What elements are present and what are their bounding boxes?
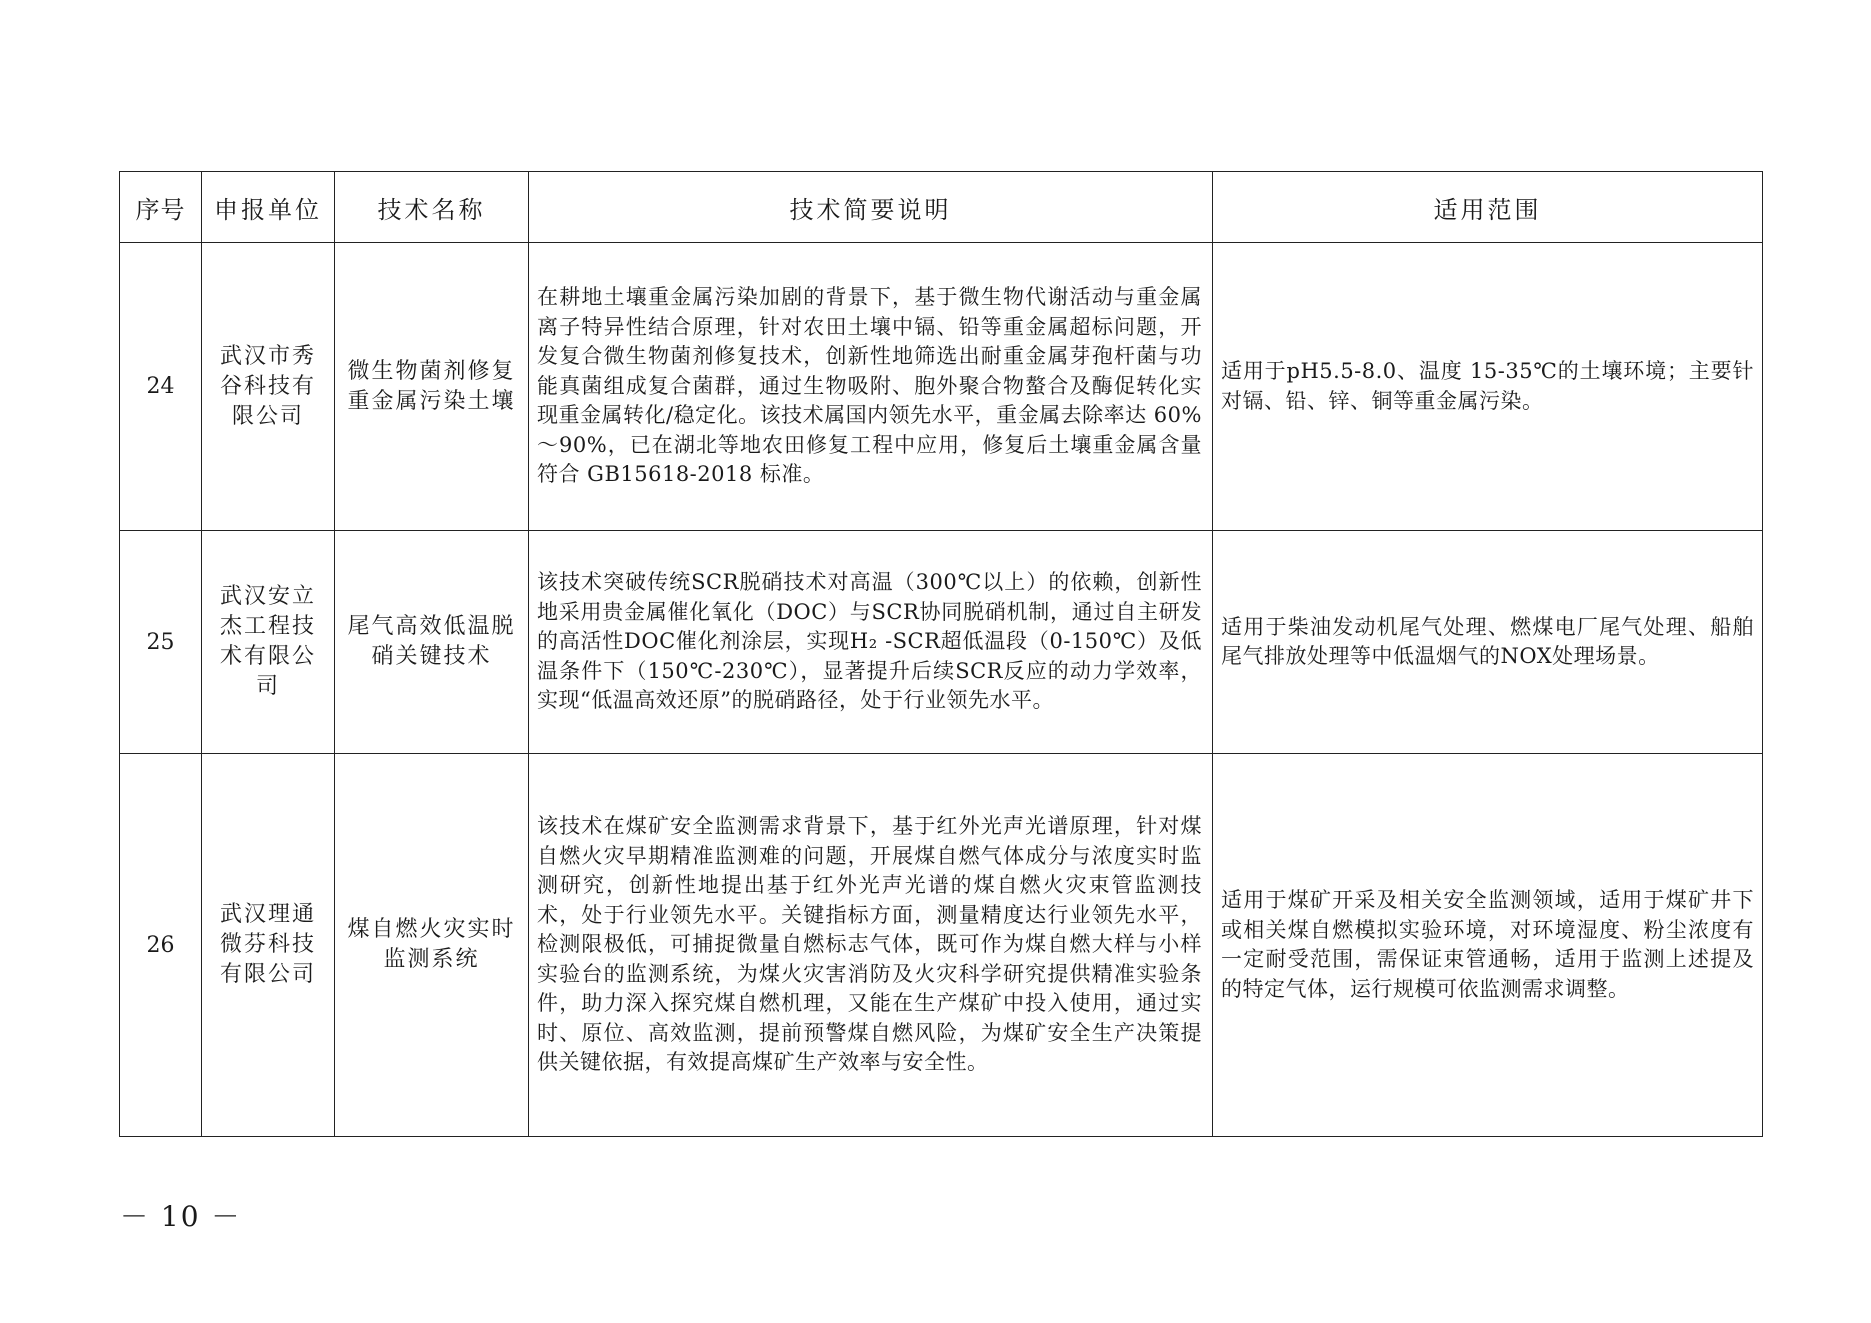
row-index: 25 <box>120 531 202 754</box>
row-index: 24 <box>120 243 202 531</box>
table-header-row <box>120 172 1763 243</box>
row-tech-name: 尾气高效低温脱硝关键技术 <box>335 531 529 754</box>
table-row <box>120 754 1763 1137</box>
header-description: 技术简要说明 <box>529 172 1213 243</box>
row-tech-name: 微生物菌剂修复重金属污染土壤 <box>335 243 529 531</box>
row-unit: 武汉理通微芬科技有限公司 <box>202 754 335 1137</box>
row-description: 在耕地土壤重金属污染加剧的背景下，基于微生物代谢活动与重金属离子特异性结合原理，针对农田土壤中镉、铅等重金属超标问题，开发复合微生物菌剂修复技术，创新性地筛选出耐重金属芽孢杆菌与功能真菌组成复合菌群，通过生物吸附、胞外聚合物螯合及酶促转化实现重金属转化/稳定化。该技术属国内领先水平，重金属去除率达 60%～90%，已在湖北等地农田修复工程中应用，修复后土壤重金属含量符合 GB15618-2018 标准。 <box>529 243 1213 531</box>
row-tech-name: 煤自燃火灾实时监测系统 <box>335 754 529 1137</box>
row-description: 该技术突破传统SCR脱硝技术对高温（300℃以上）的依赖，创新性地采用贵金属催化氧化（DOC）与SCR协同脱硝机制，通过自主研发的高活性DOC催化剂涂层，实现H₂ -SCR超低温段（0-150℃）及低温条件下（150℃-230℃），显著提升后续SCR反应的动力学效率，实现“低温高效还原”的脱硝路径，处于行业领先水平。 <box>529 531 1213 754</box>
row-description: 该技术在煤矿安全监测需求背景下，基于红外光声光谱原理，针对煤自燃火灾早期精准监测难的问题，开展煤自燃气体成分与浓度实时监测研究，创新性地提出基于红外光声光谱的煤自燃火灾束管监测技术，处于行业领先水平。关键指标方面，测量精度达行业领先水平，检测限极低，可捕捉微量自燃标志气体，既可作为煤自燃大样与小样实验台的监测系统，为煤火灾害消防及火灾科学研究提供精准实验条件，助力深入探究煤自燃机理，又能在生产煤矿中投入使用，通过实时、原位、高效监测，提前预警煤自燃风险，为煤矿安全生产决策提供关键依据，有效提高煤矿生产效率与安全性。 <box>529 754 1213 1137</box>
header-index: 序号 <box>120 172 202 243</box>
row-index: 26 <box>120 754 202 1137</box>
table-row <box>120 531 1763 754</box>
row-scope: 适用于pH5.5-8.0、温度 15-35℃的土壤环境；主要针对镉、铅、锌、铜等重金属污染。 <box>1213 243 1763 531</box>
row-scope: 适用于煤矿开采及相关安全监测领域，适用于煤矿井下或相关煤自燃模拟实验环境，对环境湿度、粉尘浓度有一定耐受范围，需保证束管通畅，适用于监测上述提及的特定气体，运行规模可依监测需求调整。 <box>1213 754 1763 1137</box>
header-tech-name: 技术名称 <box>335 172 529 243</box>
row-unit: 武汉安立杰工程技术有限公司 <box>202 531 335 754</box>
row-unit: 武汉市秀谷科技有限公司 <box>202 243 335 531</box>
header-scope: 适用范围 <box>1213 172 1763 243</box>
page-number: － 10 － <box>120 1200 242 1233</box>
technology-table <box>119 171 1763 1137</box>
header-unit: 申报单位 <box>202 172 335 243</box>
row-scope: 适用于柴油发动机尾气处理、燃煤电厂尾气处理、船舶尾气排放处理等中低温烟气的NOX处理场景。 <box>1213 531 1763 754</box>
table-row <box>120 243 1763 531</box>
